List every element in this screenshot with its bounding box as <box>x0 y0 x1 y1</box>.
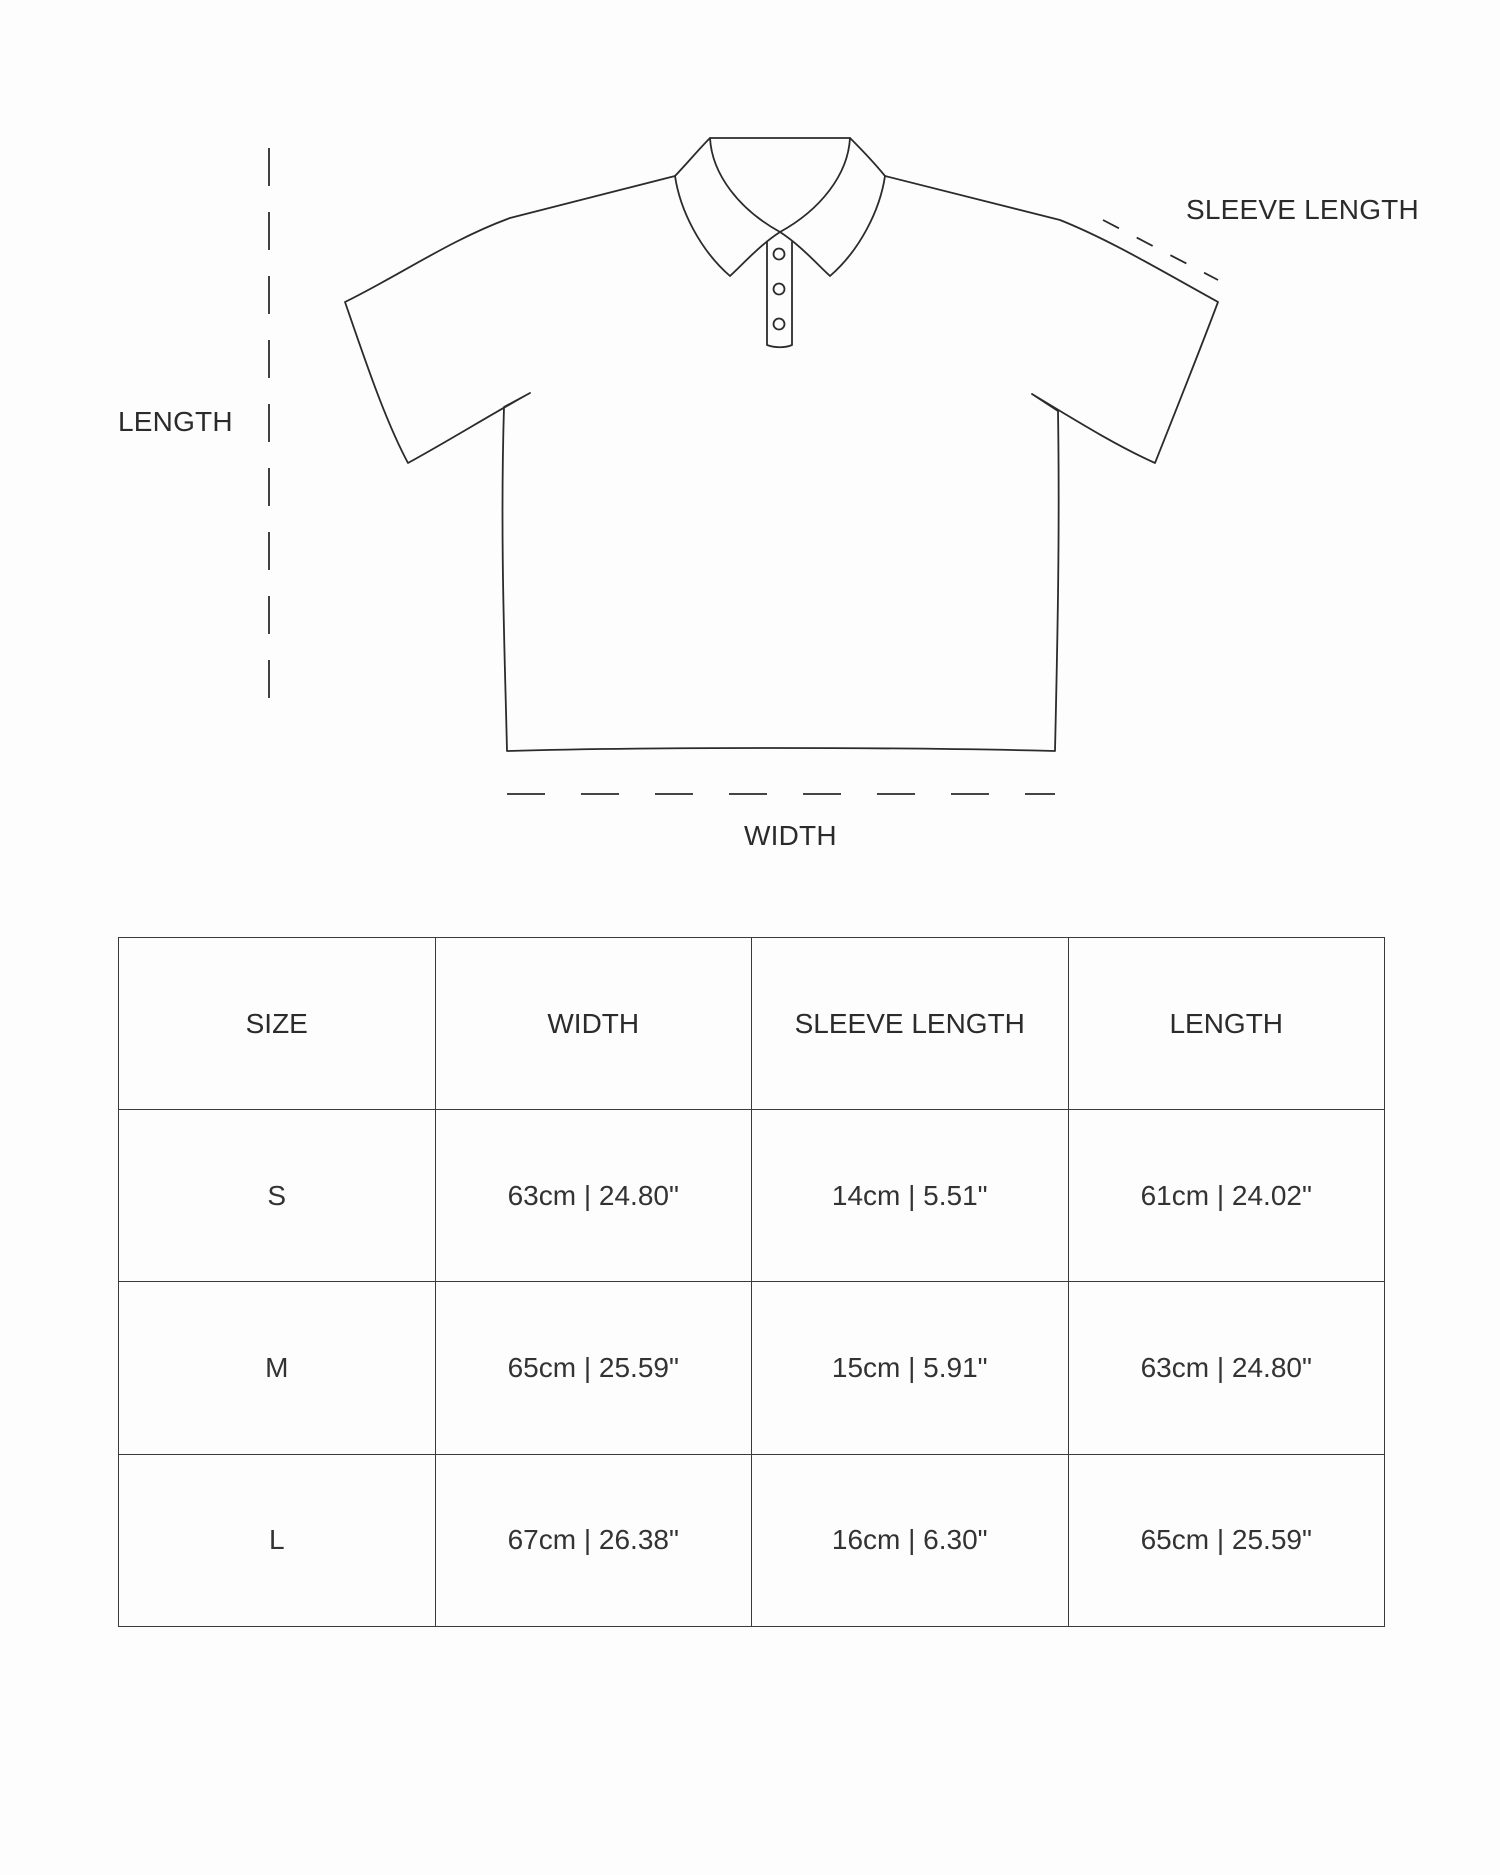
garment-diagram <box>0 0 1500 880</box>
table-row <box>119 1282 1385 1454</box>
table-row <box>119 1110 1385 1282</box>
cell-width: 67cm | 26.38" <box>435 1454 752 1626</box>
cell-sleeve-length: 15cm | 5.91" <box>752 1282 1069 1454</box>
collar-back <box>675 138 885 176</box>
cell-size: S <box>119 1110 436 1282</box>
header-sleeve-length: SLEEVE LENGTH <box>752 938 1069 1110</box>
header-width: WIDTH <box>435 938 752 1110</box>
table-header-row <box>119 938 1385 1110</box>
cell-sleeve-length: 14cm | 5.51" <box>752 1110 1069 1282</box>
header-length: LENGTH <box>1068 938 1385 1110</box>
sleeve-length-dimension-line <box>1103 220 1218 280</box>
sleeve-length-label: SLEEVE LENGTH <box>1186 194 1419 225</box>
cell-length: 61cm | 24.02" <box>1068 1110 1385 1282</box>
shirt-outline <box>345 176 1218 751</box>
button-icon <box>774 249 785 260</box>
size-chart-table <box>118 937 1385 1627</box>
cell-length: 63cm | 24.80" <box>1068 1282 1385 1454</box>
cell-sleeve-length: 16cm | 6.30" <box>752 1454 1069 1626</box>
header-size: SIZE <box>119 938 436 1110</box>
cell-size: M <box>119 1282 436 1454</box>
length-label: LENGTH <box>118 406 233 437</box>
cell-length: 65cm | 25.59" <box>1068 1454 1385 1626</box>
width-label: WIDTH <box>744 820 837 851</box>
button-icon <box>774 319 785 330</box>
table-row <box>119 1454 1385 1626</box>
cell-width: 63cm | 24.80" <box>435 1110 752 1282</box>
button-icon <box>774 284 785 295</box>
cell-width: 65cm | 25.59" <box>435 1282 752 1454</box>
cell-size: L <box>119 1454 436 1626</box>
